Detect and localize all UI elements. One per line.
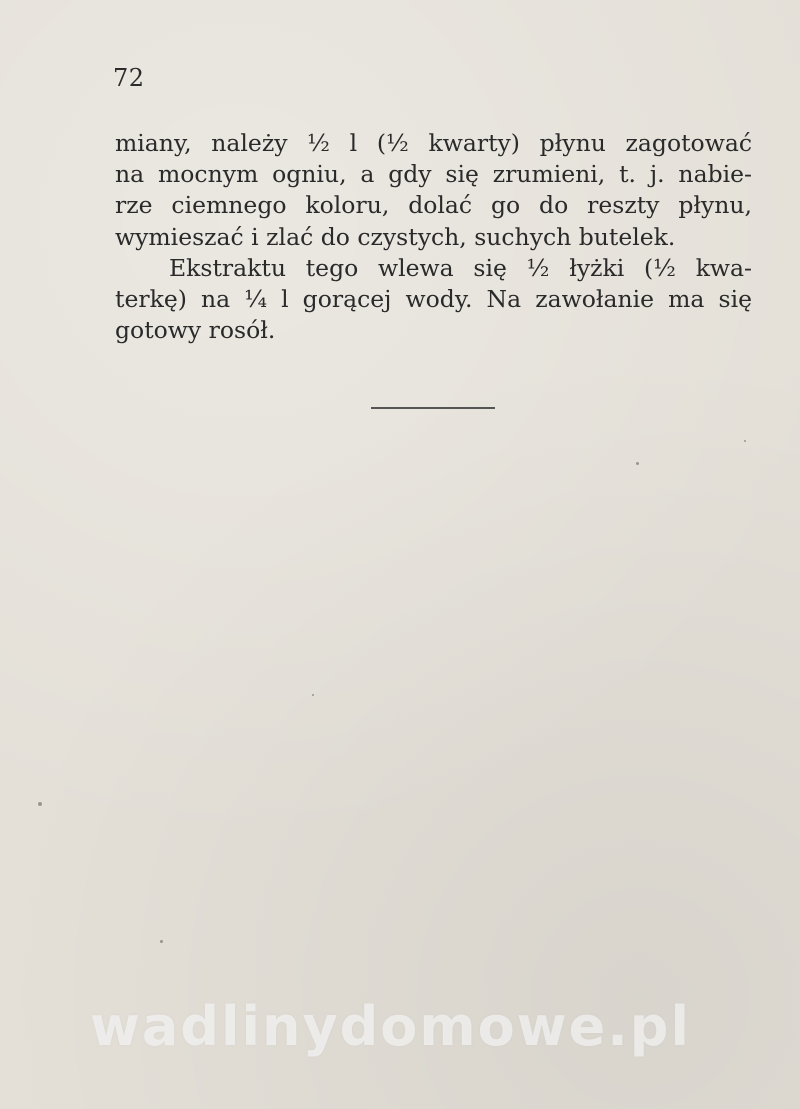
paper-speck: [312, 694, 314, 696]
paper-speck: [744, 440, 746, 442]
text-line-7: gotowy rosół.: [115, 316, 276, 345]
text-line-4: wymieszać i zlać do czystych, suchych butelek.: [115, 222, 676, 251]
section-divider: [371, 407, 495, 409]
paper-speck: [38, 802, 42, 806]
text-line-3: rze ciemnego koloru, dolać go do reszty płynu,: [115, 191, 752, 220]
paper-speck: [636, 462, 639, 465]
text-line-2: na mocnym ogniu, a gdy się zrumieni, t. j. nabie-: [115, 160, 752, 189]
paper-speck: [160, 940, 163, 943]
text-line-6: terkę) na ¼ l gorącej wody. Na zawołanie ma się: [115, 285, 752, 314]
recipe-text: [115, 128, 752, 346]
text-line-5: Ekstraktu tego wlewa się ½ łyżki (½ kwa-: [169, 253, 752, 282]
page-number: 72: [113, 64, 145, 92]
watermark: wadlinydomowe.pl: [90, 995, 691, 1058]
text-line-1: miany, należy ½ l (½ kwarty) płynu zagotować: [115, 129, 752, 157]
